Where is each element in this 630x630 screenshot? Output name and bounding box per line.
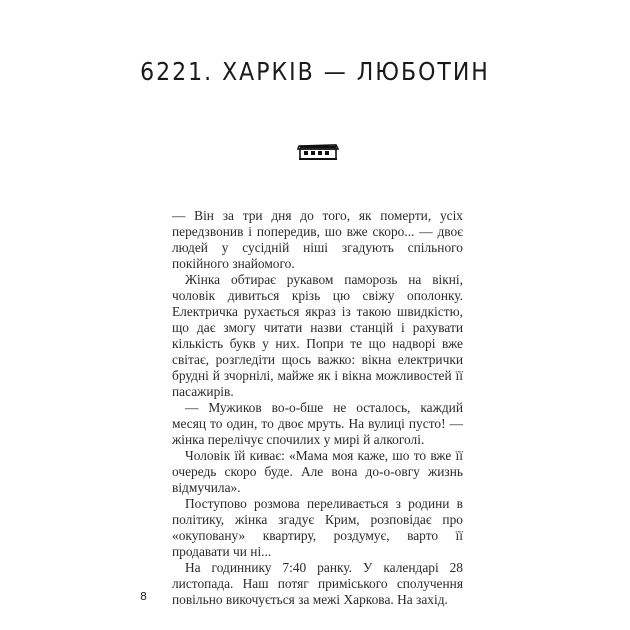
paragraph: — Мужиков во-о-бше не осталось, каждий месяц то один, то двоє мруть. На вулиці пусто! — жінка перелічує спочилих у мирі й алкоголі. — [172, 400, 463, 447]
paragraph: Поступово розмова переливається з родини в політику, жінка згадує Крим, розповідає про «окуповану» квартиру, роздумує, варто її продавати чи ні... — [172, 496, 463, 559]
chapter-title: 6221. ХАРКІВ — ЛЮБОТИН — [140, 58, 490, 87]
page-number: 8 — [140, 590, 147, 603]
body-text — [172, 208, 463, 608]
paragraph: На годиннику 7:40 ранку. У календарі 28 листопада. Наш потяг приміського сполучення повільно викочується за межі Харкова. На захід. — [172, 560, 463, 607]
paragraph: Жінка обтирає рукавом паморозь на вікні, чоловік дивиться крізь цю свіжу ополонку. Електричка рухається якраз із такою швидкістю, що дає змогу читати назви станцій і рахувати кількість букв у них. Попри те що надворі вже світає, розгледіти щось важко: вікна електрички брудні й зчорнілі, майже як і вікна можливостей її пасажирів. — [172, 272, 463, 399]
paragraph: Чоловік їй киває: «Мама моя каже, шо то вже її очередь скоро буде. Але вона до-о-овгу жизнь відмучила». — [172, 448, 463, 495]
paragraph: — Він за три дня до того, як померти, усіх передзвонив і попередив, шо вже скоро... — двоє людей у сусідній ніші згадують спільного покійного знайомого. — [172, 208, 463, 271]
train-car-icon — [296, 140, 340, 162]
